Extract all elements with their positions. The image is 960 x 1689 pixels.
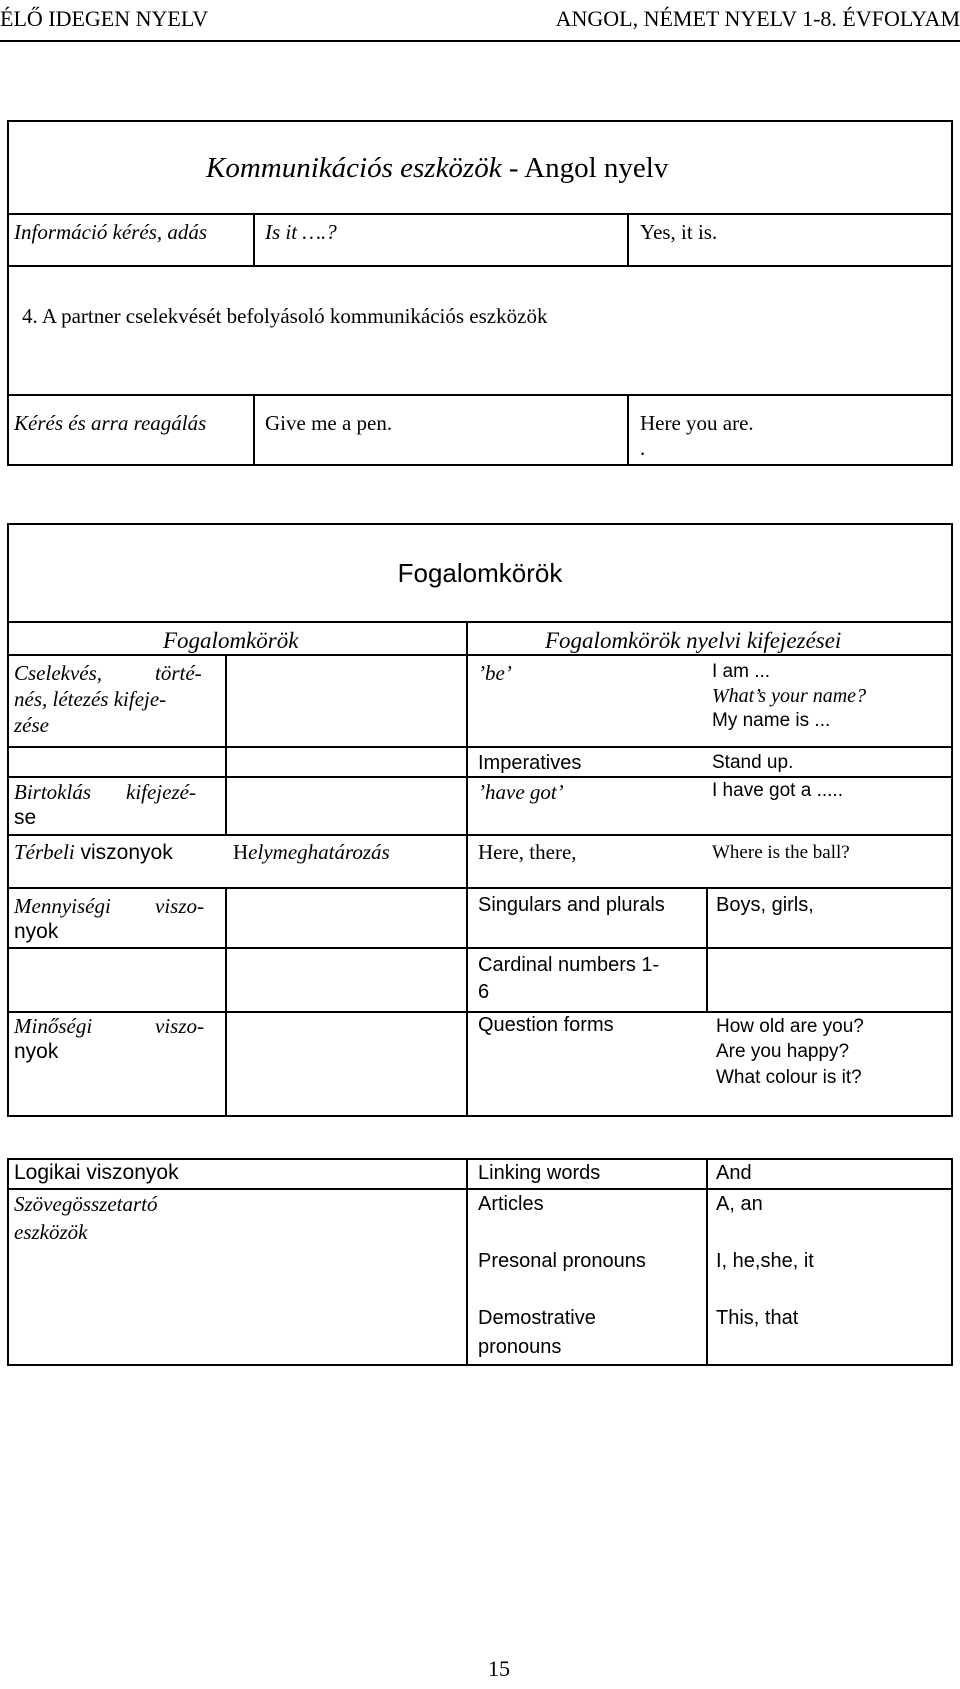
r3-ex: I have got a ..... bbox=[712, 780, 843, 801]
cohesion-label-2: eszközök bbox=[14, 1220, 88, 1244]
r4-middle: Helymeghatározás bbox=[233, 840, 390, 864]
r5-term: Singulars and plurals bbox=[478, 894, 665, 916]
logic-label: Logikai viszonyok bbox=[14, 1161, 179, 1184]
section-4-heading: 4. A partner cselekvését befolyásoló kommunikációs eszközök bbox=[22, 304, 548, 328]
col-head-left: Fogalomkörök bbox=[163, 628, 299, 653]
r7-term: Question forms bbox=[478, 1014, 614, 1036]
ex-articles: A, an bbox=[716, 1193, 763, 1215]
info-answer: Yes, it is. bbox=[640, 220, 718, 244]
term-articles: Articles bbox=[478, 1193, 544, 1215]
r3-term: ’have got’ bbox=[478, 780, 564, 804]
col-head-right: Fogalomkörök nyelvi kifejezései bbox=[545, 628, 842, 653]
r7-ex-2: Are you happy? bbox=[716, 1041, 850, 1062]
r1-be: ’be’ bbox=[478, 661, 512, 685]
r4-term: Here, there, bbox=[478, 840, 577, 864]
r1-ex-1: I am ... bbox=[712, 661, 771, 682]
r2-ex: Stand up. bbox=[712, 752, 794, 773]
request-ask: Give me a pen. bbox=[265, 411, 393, 435]
r7-ex-1: How old are you? bbox=[716, 1016, 864, 1037]
info-ask: Is it ….? bbox=[265, 220, 337, 244]
info-label: Információ kérés, adás bbox=[14, 220, 208, 244]
term-demonstrative-1: Demostrative bbox=[478, 1307, 596, 1329]
table2-title: Fogalomkörök bbox=[397, 558, 563, 588]
r1-ex-3: My name is ... bbox=[712, 710, 831, 731]
term-linking: Linking words bbox=[478, 1162, 601, 1184]
term-demonstrative-2: pronouns bbox=[478, 1336, 562, 1358]
request-answer: Here you are. bbox=[640, 411, 754, 435]
cohesion-label-1: Szövegösszetartó bbox=[14, 1192, 158, 1216]
r7-ex-3: What colour is it? bbox=[716, 1067, 862, 1088]
r1-ex-2: What’s your name? bbox=[712, 685, 867, 707]
r4-ex: Where is the ball? bbox=[712, 842, 850, 863]
ex-pronouns: I, he,she, it bbox=[716, 1250, 814, 1272]
r6-term-1: Cardinal numbers 1- bbox=[478, 954, 660, 976]
r5-ex: Boys, girls, bbox=[716, 894, 814, 916]
table1-title: Kommunikációs eszközök - Angol nyelv bbox=[206, 152, 669, 184]
request-dot: . bbox=[640, 436, 646, 460]
header-right: ANGOL, NÉMET NYELV 1-8. ÉVFOLYAM bbox=[555, 6, 960, 31]
header-rule bbox=[0, 40, 960, 42]
header-left: ÉLŐ IDEGEN NYELV bbox=[0, 6, 209, 31]
r4-label: Térbeli viszonyok bbox=[14, 840, 173, 864]
r2-term: Imperatives bbox=[478, 752, 582, 774]
ex-and: And bbox=[716, 1162, 752, 1184]
request-label: Kérés és arra reagálás bbox=[14, 411, 207, 435]
page-number: 15 bbox=[488, 1656, 510, 1681]
ex-demonstrative: This, that bbox=[716, 1307, 799, 1329]
term-personal: Presonal pronouns bbox=[478, 1250, 646, 1272]
r6-term-2: 6 bbox=[478, 981, 490, 1003]
